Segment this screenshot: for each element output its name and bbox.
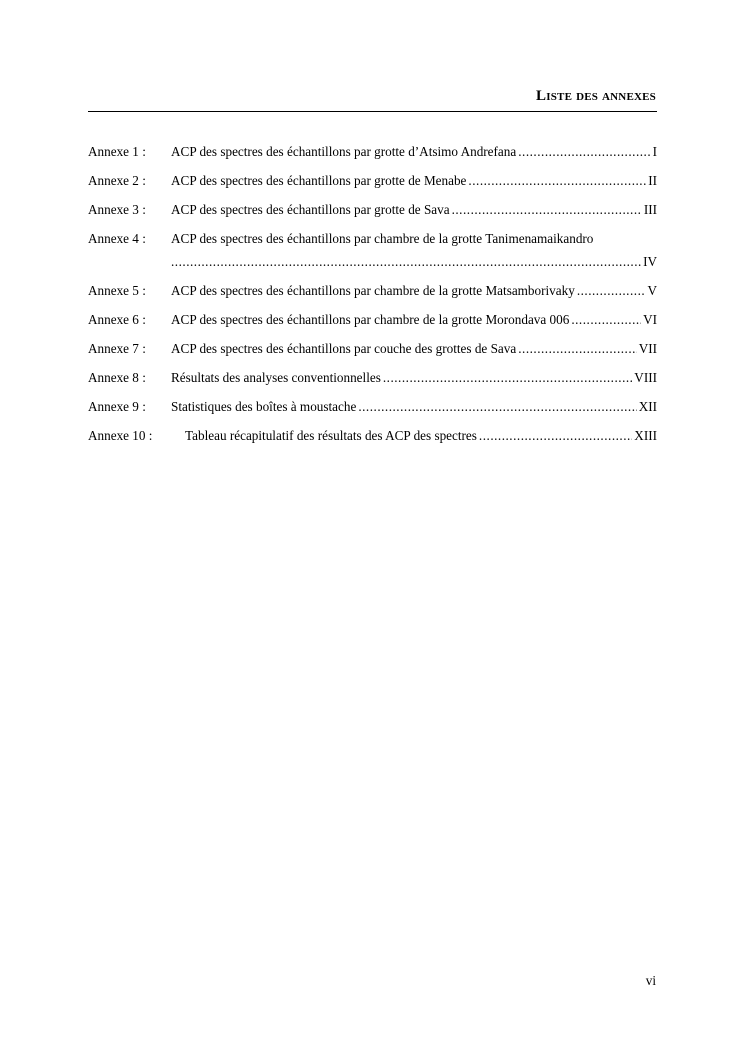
toc-leader-dots [383,369,632,387]
annex-list [88,143,657,456]
title-rule [88,111,657,112]
toc-entry-page: XIII [634,428,657,443]
toc-leader-dots [577,282,646,300]
toc-entry-page: VII [638,341,657,356]
toc-entry-number: Annexe 4 : [88,231,146,246]
toc-entry-label: ACP des spectres des échantillons par grotte de Menabe [171,173,467,188]
toc-entry-number: Annexe 2 : [88,173,146,188]
toc-entry[interactable] [88,398,657,416]
toc-entry[interactable] [88,201,657,219]
toc-entry-number: Annexe 3 : [88,202,146,217]
toc-entry-page: V [647,283,657,298]
toc-entry-page: VIII [634,370,657,385]
toc-leader-dots [518,143,650,161]
toc-entry-label: ACP des spectres des échantillons par chambre de la grotte Morondava 006 [171,312,570,327]
toc-entry-number: Annexe 9 : [88,399,146,414]
toc-entry[interactable] [88,230,657,271]
toc-entry-number: Annexe 8 : [88,370,146,385]
toc-entry-number: Annexe 6 : [88,312,146,327]
toc-entry[interactable] [88,282,657,300]
toc-leader-dots [171,253,641,271]
toc-entry[interactable] [88,311,657,329]
toc-entry[interactable] [88,369,657,387]
toc-entry-page: XII [638,399,657,414]
page-title: Liste des annexes [536,88,656,104]
toc-entry-label: ACP des spectres des échantillons par grotte de Sava [171,202,450,217]
toc-entry-label: Statistiques des boîtes à moustache [171,399,357,414]
toc-entry-number: Annexe 10 : [88,428,153,443]
page-number: vi [645,973,656,988]
toc-entry-label: Résultats des analyses conventionnelles [171,370,381,385]
toc-leader-dots [452,201,642,219]
toc-entry-label: ACP des spectres des échantillons par couche des grottes de Sava [171,341,517,356]
toc-entry-label: ACP des spectres des échantillons par chambre de la grotte Matsamborivaky [171,283,575,298]
toc-leader-dots [518,340,636,358]
toc-entry[interactable] [88,340,657,358]
toc-leader-dots [479,427,632,445]
toc-leader-dots [571,311,641,329]
toc-entry-number: Annexe 7 : [88,341,146,356]
toc-entry-label: ACP des spectres des échantillons par grotte d’Atsimo Andrefana [171,144,517,159]
toc-entry[interactable] [88,172,657,190]
toc-leader-dots [358,398,636,416]
toc-entry-number: Annexe 1 : [88,144,146,159]
toc-entry-number: Annexe 5 : [88,283,146,298]
toc-entry-page: VI [643,312,657,327]
toc-entry-page: I [652,144,657,159]
toc-entry-page: II [648,173,657,188]
toc-entry-page: III [643,202,657,217]
toc-entry-page: IV [643,254,657,269]
toc-entry-label: Tableau récapitulatif des résultats des ACP des spectres [185,428,477,443]
toc-leader-dots [468,172,646,190]
toc-entry[interactable] [88,143,657,161]
toc-entry[interactable] [88,427,657,445]
toc-entry-label: ACP des spectres des échantillons par chambre de la grotte Tanimenamaikandro [171,231,594,246]
